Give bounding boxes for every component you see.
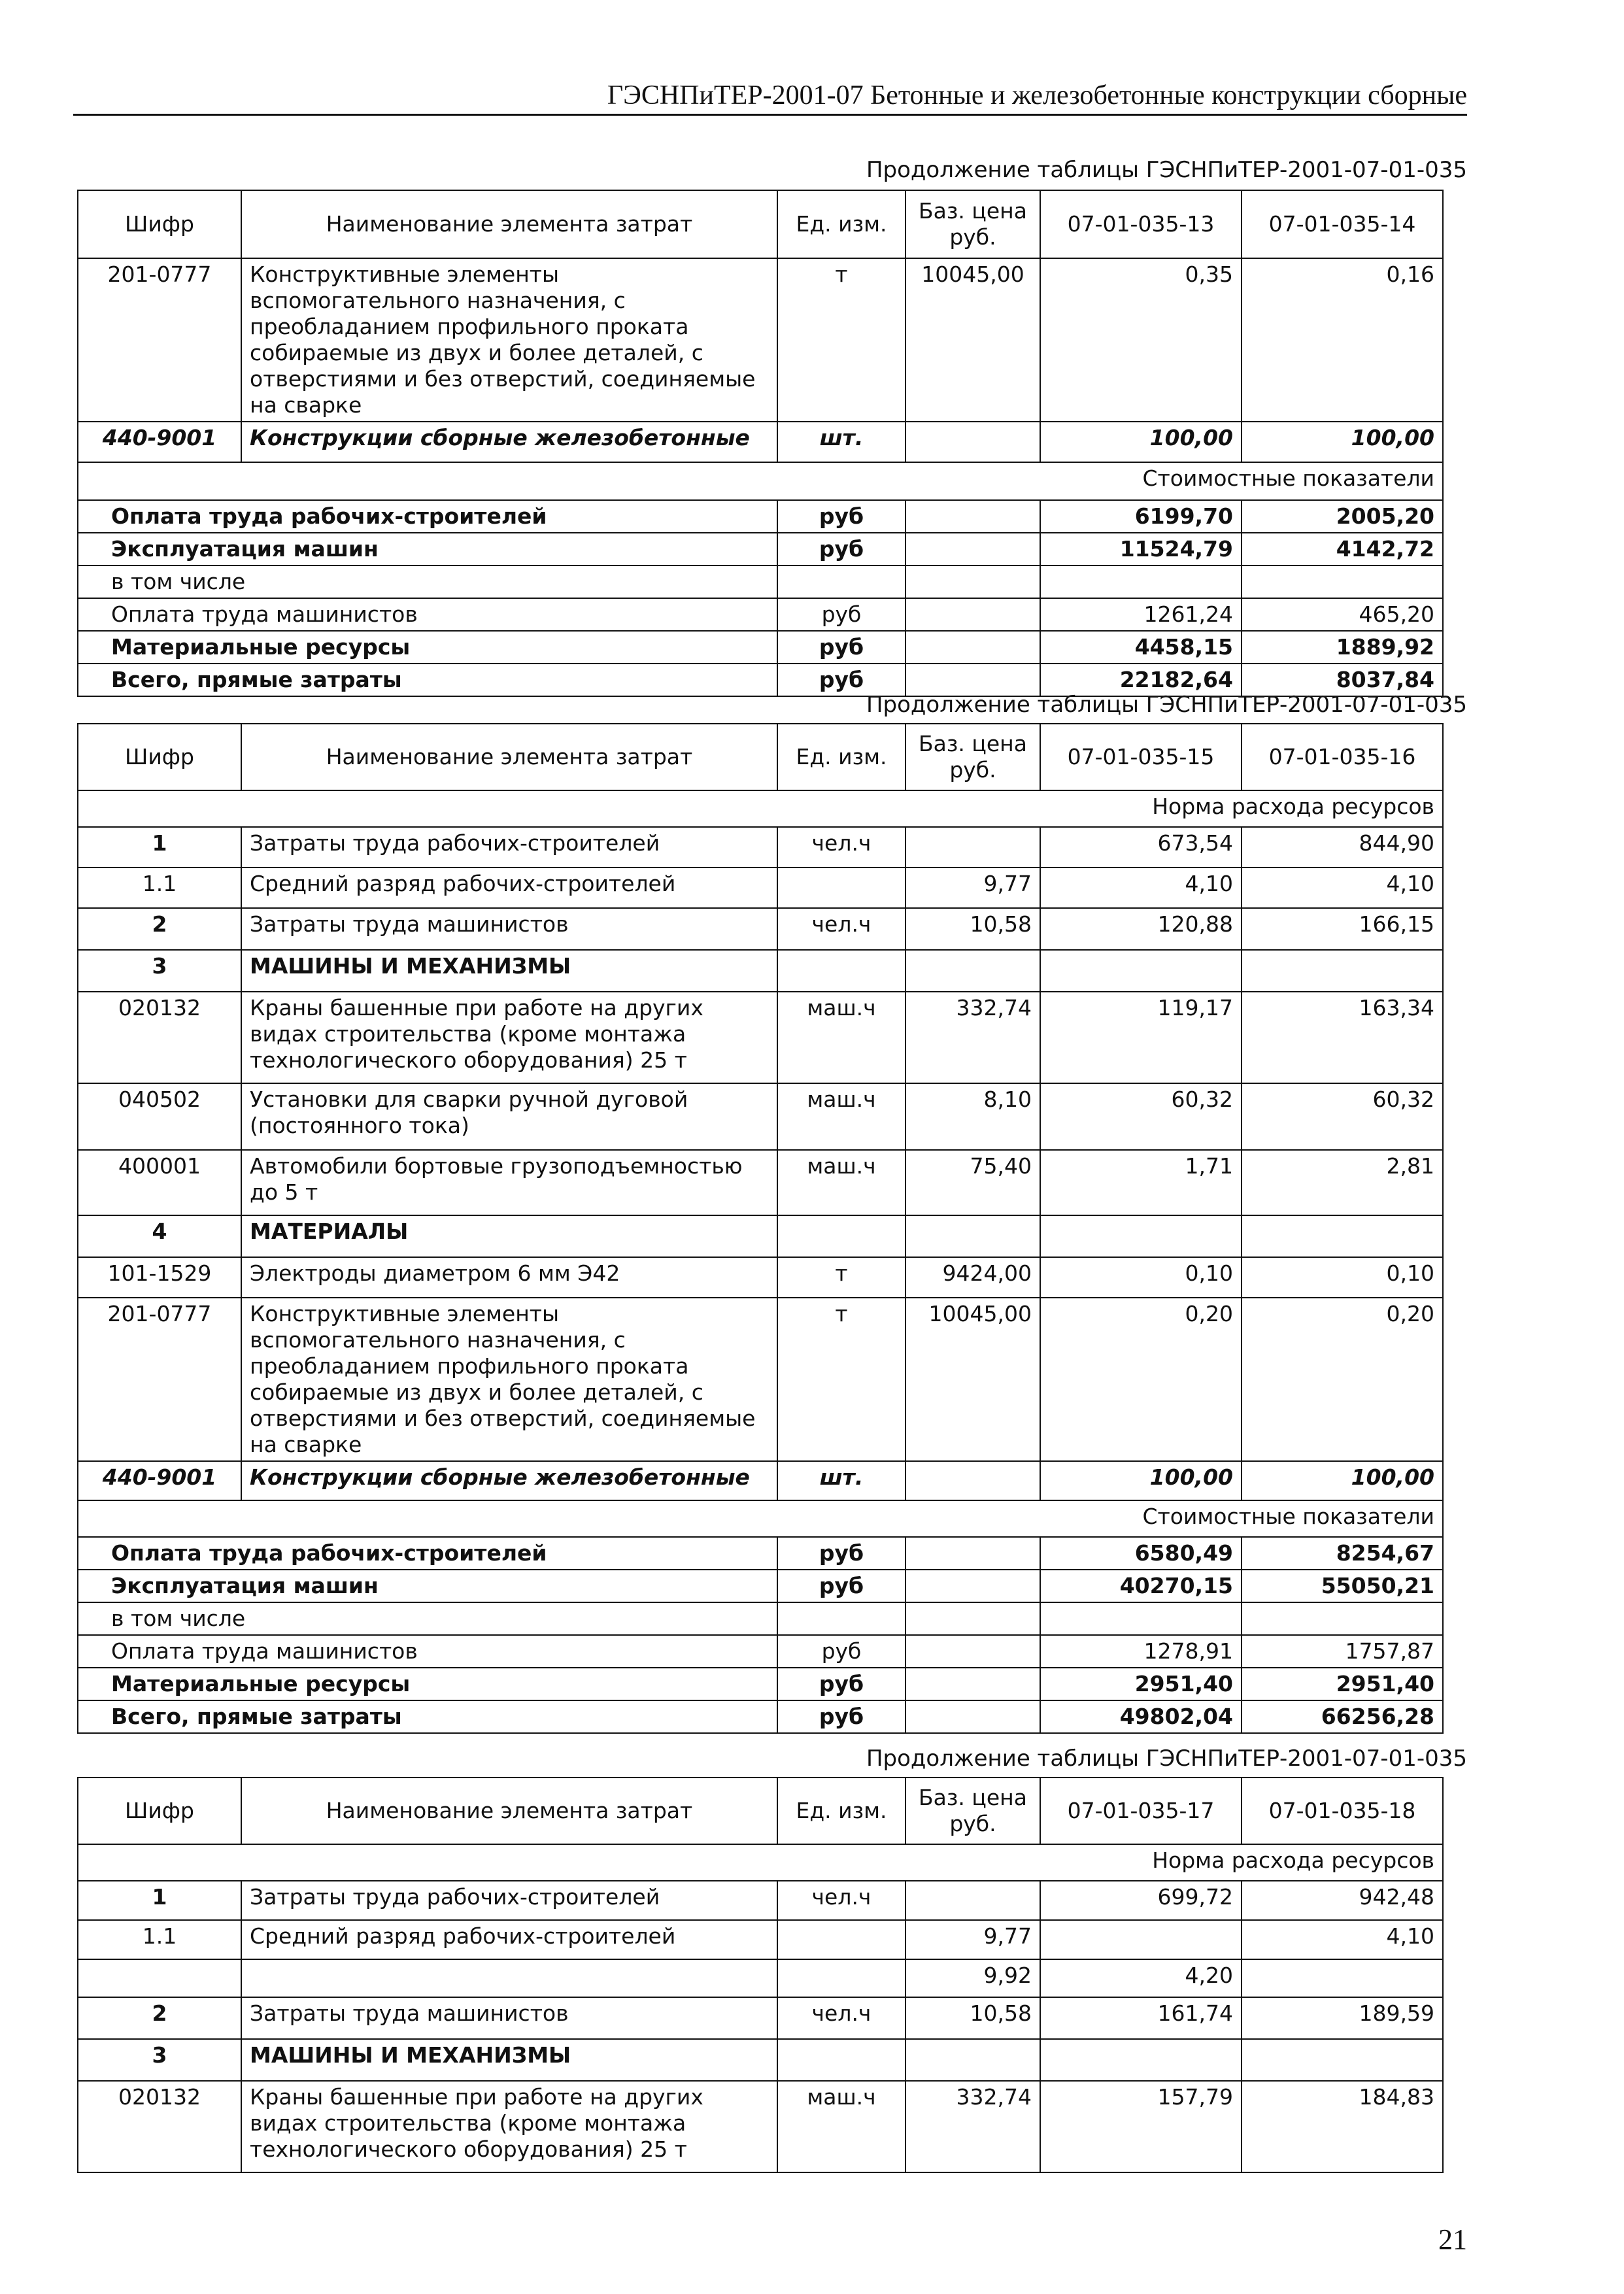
band-label: Норма расхода ресурсов [78,790,1443,827]
table-row: 201-0777 Конструктивные элементы вспомогательного назначения, с преобладанием профильного проката собираемые из двух и более деталей, с отверстиями и без отверстий, соединяемые на сварке т 10045,00 0,20 0,20 [78,1298,1443,1461]
summary-row: Материальные ресурсы руб 2951,40 2951,40 [78,1668,1443,1700]
summary-row: Материальные ресурсы руб 4458,15 1889,92 [78,631,1443,664]
band-label: Норма расхода ресурсов [78,1844,1443,1881]
table-row: 2 Затраты труда машинистов чел.ч 10,58 161,74 189,59 [78,1997,1443,2039]
band-label: Стоимостные показатели [78,462,1443,500]
col-name-header: Наименование элемента затрат [241,190,777,258]
col-a-header: 07-01-035-17 [1040,1778,1242,1844]
table-row: 040502 Установки для сварки ручной дуговой (постоянного тока) маш.ч 8,10 60,32 60,32 [78,1083,1443,1150]
table-row: 020132 Краны башенные при работе на других видах строительства (кроме монтажа технологического оборудования) 25 т маш.ч 332,74 119,17 163,34 [78,992,1443,1083]
table-row: 440-9001 Конструкции сборные железобетонные шт. 100,00 100,00 [78,1461,1443,1500]
col-unit-header: Ед. изм. [777,1778,905,1844]
page-header [73,77,1467,116]
summary-row: в том числе [78,565,1443,598]
page-number: 21 [1438,2223,1467,2255]
col-name-header: Наименование элемента затрат [241,1778,777,1844]
table-row: 440-9001 Конструкции сборные железобетонные шт. 100,00 100,00 [78,422,1443,462]
band-label: Стоимостные показатели [78,1500,1443,1537]
table-1 [77,190,1444,697]
table-3 [77,1777,1444,2173]
table-row: 1.1 Средний разряд рабочих-строителей 9,77 4,10 [78,1920,1443,1959]
table-2-caption: Продолжение таблицы ГЭСНПиТЕР-2001-07-01-035 [866,692,1467,718]
col-code-header: Шифр [78,724,241,790]
table-3-caption: Продолжение таблицы ГЭСНПиТЕР-2001-07-01-035 [866,1746,1467,1772]
table-row: 1 Затраты труда рабочих-строителей чел.ч 699,72 942,48 [78,1881,1443,1920]
summary-row: Эксплуатация машин руб 11524,79 4142,72 [78,533,1443,565]
table-row: 1.1 Средний разряд рабочих-строителей 9,77 4,10 4,10 [78,868,1443,908]
col-price-header: Баз. цена руб. [905,724,1040,790]
table-row: 400001 Автомобили бортовые грузоподъемностью до 5 т маш.ч 75,40 1,71 2,81 [78,1150,1443,1215]
table-header [78,724,1443,790]
table-header [78,1778,1443,1844]
table-2 [77,723,1444,1734]
col-a-header: 07-01-035-15 [1040,724,1242,790]
col-b-header: 07-01-035-18 [1242,1778,1443,1844]
table-header [78,190,1443,258]
table-1-caption: Продолжение таблицы ГЭСНПиТЕР-2001-07-01-035 [866,157,1467,183]
col-a-header: 07-01-035-13 [1040,190,1242,258]
table-row: 101-1529 Электроды диаметром 6 мм Э42 т 9424,00 0,10 0,10 [78,1257,1443,1298]
summary-row: Всего, прямые затраты руб 22182,64 8037,84 [78,664,1443,696]
table-row: 020132 Краны башенные при работе на других видах строительства (кроме монтажа технологического оборудования) 25 т маш.ч 332,74 157,79 184,83 [78,2081,1443,2172]
summary-row: в том числе [78,1602,1443,1635]
col-unit-header: Ед. изм. [777,190,905,258]
col-price-header: Баз. цена руб. [905,1778,1040,1844]
col-b-header: 07-01-035-14 [1242,190,1443,258]
band-row [78,1500,1443,1537]
table-row: 4 МАТЕРИАЛЫ [78,1215,1443,1257]
table-row: 3 МАШИНЫ И МЕХАНИЗМЫ [78,950,1443,992]
table-row: 9,92 4,20 [78,1959,1443,1997]
table-row: 1 Затраты труда рабочих-строителей чел.ч 673,54 844,90 [78,827,1443,868]
band-row [78,790,1443,827]
col-code-header: Шифр [78,1778,241,1844]
summary-row: Эксплуатация машин руб 40270,15 55050,21 [78,1570,1443,1602]
col-code-header: Шифр [78,190,241,258]
page-title: ГЭСНПиТЕР-2001-07 Бетонные и железобетонные конструкции сборные [607,80,1467,110]
table-row: 201-0777 Конструктивные элементы вспомогательного назначения, с преобладанием профильного проката собираемые из двух и более деталей, с отверстиями и без отверстий, соединяемые на сварке т 10045,00 0,35 0,16 [78,258,1443,422]
summary-row: Всего, прямые затраты руб 49802,04 66256,28 [78,1700,1443,1733]
col-name-header: Наименование элемента затрат [241,724,777,790]
summary-row: Оплата труда рабочих-строителей руб 6199,70 2005,20 [78,500,1443,533]
summary-row: Оплата труда рабочих-строителей руб 6580,49 8254,67 [78,1537,1443,1570]
table-row: 2 Затраты труда машинистов чел.ч 10,58 120,88 166,15 [78,908,1443,950]
col-unit-header: Ед. изм. [777,724,905,790]
col-price-header: Баз. цена руб. [905,190,1040,258]
summary-row: Оплата труда машинистов руб 1278,91 1757,87 [78,1635,1443,1668]
band-row [78,462,1443,500]
band-row [78,1844,1443,1881]
table-row: 3 МАШИНЫ И МЕХАНИЗМЫ [78,2039,1443,2081]
col-b-header: 07-01-035-16 [1242,724,1443,790]
summary-row: Оплата труда машинистов руб 1261,24 465,20 [78,598,1443,631]
